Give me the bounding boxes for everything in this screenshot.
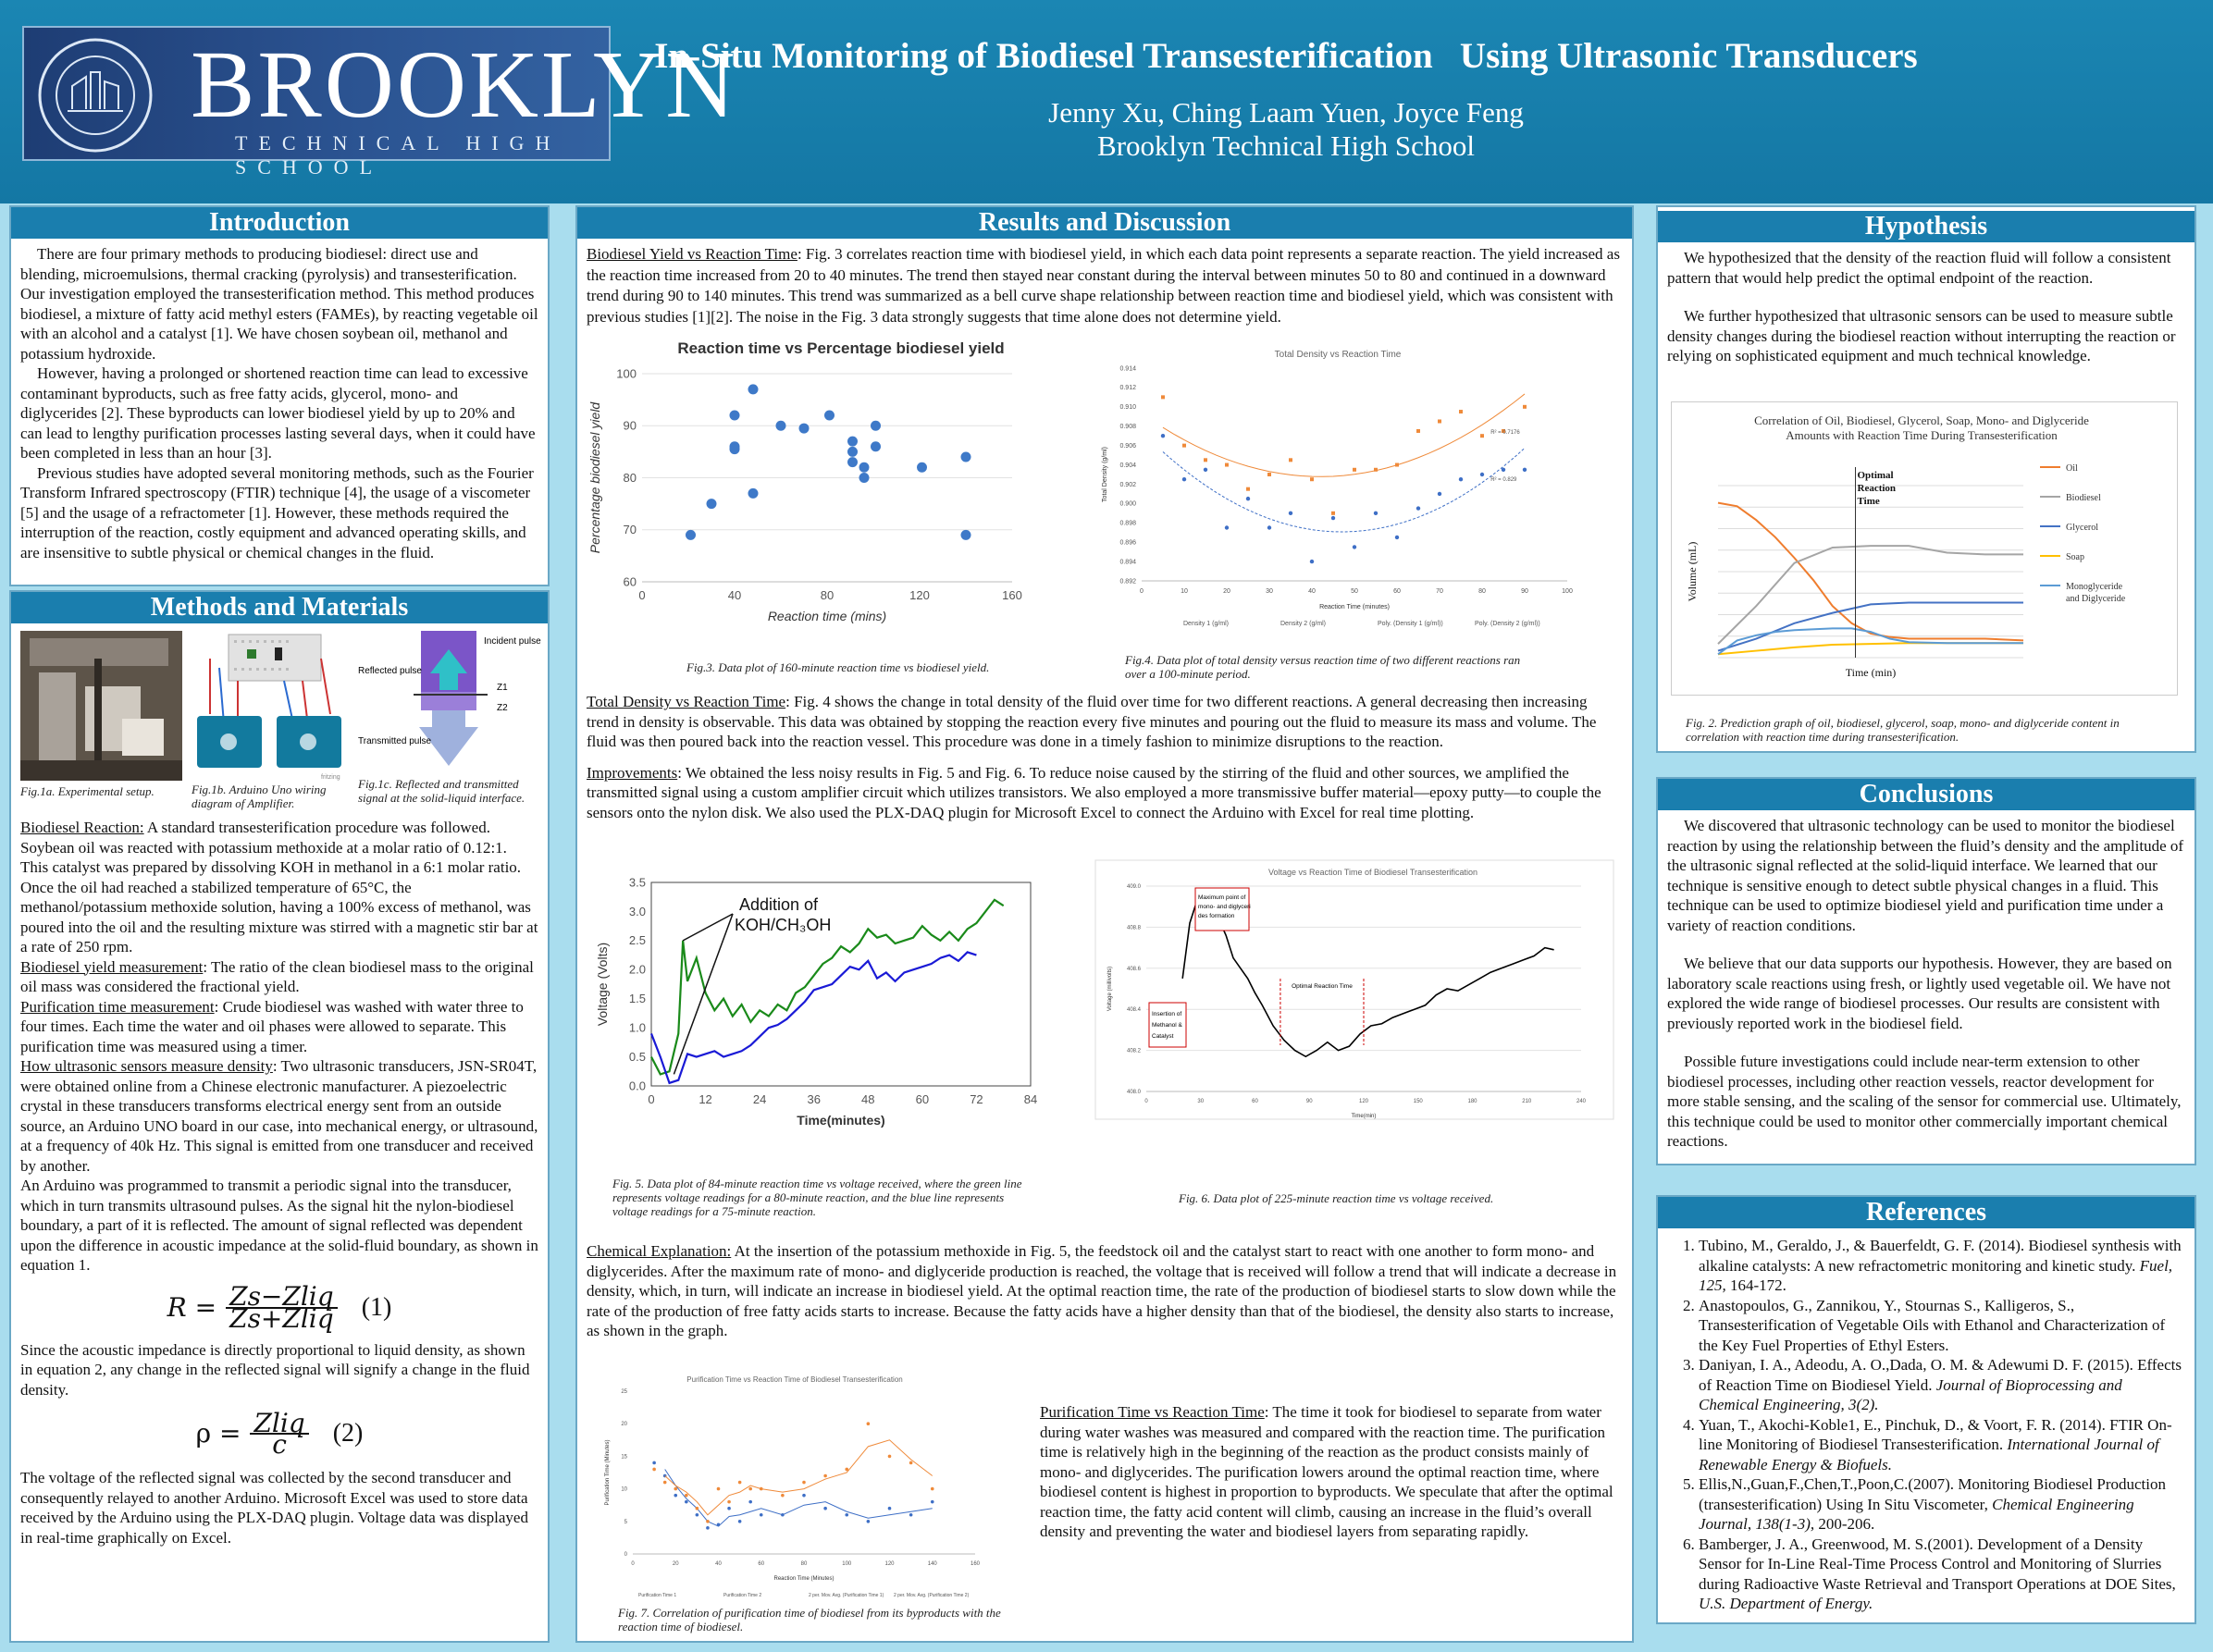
x-axis-label: Reaction time (mins) — [767, 609, 887, 623]
references-list — [1658, 1228, 2194, 1618]
fig7-caption: Fig. 7. Correlation of purification time of biodiesel from its byproducts with the reaction time of biodiesel. — [618, 1606, 1001, 1634]
data-point — [738, 1520, 742, 1523]
data-point — [706, 1526, 710, 1530]
methods-yield-paragraph: Biodiesel yield measurement: The ratio of the clean biodiesel mass to the original oil mass was considered the fractional yield. — [20, 957, 534, 995]
data-point — [859, 462, 870, 473]
y-tick-label: 408.0 — [1126, 1090, 1141, 1095]
intro-paragraph-3: Previous studies have adopted several monitoring methods, such as the Fourier Transform Infrared spectroscopy (FTIR) technique [4], the usage of a viscometer [5] and the usage of a refractometer [1]. However, these methods required the interruption of the reaction, costly equipment and advanced operating skills, and are insensitive to subtle physical or chemical changes in the fluid. — [20, 463, 534, 561]
x-axis-label: Reaction Time (minutes) — [1319, 604, 1390, 610]
reference-item: 4. Yuan, T., Akochi-Koble1, E., Pinchuk, D., & Voort, F. R. (2014). FTIR On-line Monitoring of Biodiesel Transesterification. International Journal of Renewable Energy & Biofuels. — [1699, 1415, 2185, 1475]
data-point — [931, 1500, 934, 1504]
data-point — [748, 1500, 752, 1504]
fig3-caption: Fig.3. Data plot of 160-minute reaction time vs biodiesel yield. — [686, 660, 990, 674]
data-point — [1331, 512, 1335, 515]
annotation-label: KOH/CH₃OH — [735, 916, 832, 934]
reference-item: 6. Bamberger, J. A., Greenwood, M. S.(2001). Development of a Density Sensor for In-Line Real-Time Process Control and Monitoring of Slurries during Radioactive Waste Retrieval and Transport Operations at DOE Sites, U.S. Department of Energy. — [1699, 1535, 2185, 1614]
data-point — [776, 421, 786, 431]
fig7-purification-chart — [596, 1369, 994, 1609]
y-tick-label: 90 — [623, 418, 637, 433]
data-point — [1523, 405, 1527, 409]
x-tick-label: 30 — [1266, 588, 1273, 595]
results-panel — [575, 205, 1634, 1643]
data-point — [760, 1513, 763, 1517]
results-density-paragraph: Total Density vs Reaction Time: Fig. 4 shows the change in total density of the fluid over time for two different reactions. A general decreasing then increasing trend in density is observable. This data was obtained by stopping the reaction every five minutes and pouring out the fluid to measure its mass and volume. The fluid was then poured back into the reaction vessel. This procedure was done in a timely fashion to minimize disruptions to the reaction. — [587, 693, 1597, 750]
legend-entry: Glycerol — [2066, 523, 2098, 533]
fig1a-caption: Fig.1a. Experimental setup. — [20, 784, 155, 798]
hypothesis-paragraph-1: We hypothesized that the density of the reaction fluid will follow a consistent pattern that would help predict the optimal endpoint of the reaction. — [1667, 249, 2171, 287]
data-point — [867, 1422, 871, 1425]
fig3-yield-scatter-chart — [587, 329, 1160, 644]
chart-title: Amounts with Reaction Time During Transesterification — [1786, 428, 2058, 442]
y-axis-label: Voltage (millivolts) — [1107, 966, 1113, 1012]
methods-impedance-paragraph: Since the acoustic impedance is directly proportional to liquid density, as shown in equation 2, any change in the reflected signal will signify a change in the fluid density. — [20, 1340, 530, 1399]
data-point — [799, 424, 810, 434]
fig4-caption: Fig.4. Data plot of total density versus reaction time of two different reactions ran over a 100-minute period. — [1125, 653, 1521, 681]
results-yield-paragraph: Biodiesel Yield vs Reaction Time: Fig. 3 correlates reaction time with biodiesel yield, in which each data point represents a separate reaction. The yield increased as the reaction time increased from 20 to 40 minutes. The trend then stayed near constant during the interval between minutes 50 to 80 and continued in a downward trend during 90 to 140 minutes. This trend was summarized as a bell curve shape relationship between reaction time and biodiesel yield, which was consistent with previous studies [1][2]. The noise in the Fig. 3 data strongly suggests that time alone does not determine yield. — [587, 245, 1620, 326]
data-point — [845, 1513, 848, 1517]
y-tick-label: 0.898 — [1119, 520, 1136, 527]
data-point — [1310, 477, 1314, 481]
fig1c-caption: Fig.1c. Reflected and transmitted signal at the solid-liquid interface. — [358, 777, 525, 805]
legend-entry: 2 per. Mov. Avg. (Purification Time 1) — [809, 1593, 884, 1598]
annotation-label: Methanol & — [1152, 1022, 1182, 1029]
data-point — [859, 473, 870, 483]
seal-icon — [35, 35, 155, 155]
annotation-label: Optimal Reaction Time — [1292, 983, 1353, 990]
data-point — [1182, 444, 1186, 448]
x-tick-label: 0 — [1144, 1099, 1148, 1104]
poster-school: Brooklyn Technical High School — [1097, 129, 1475, 162]
data-point — [1353, 545, 1356, 549]
legend-entry: Biodiesel — [2066, 493, 2101, 503]
y-tick-label: 3.5 — [628, 875, 646, 890]
legend-entry: Poly. (Density 2 (g/ml)) — [1475, 621, 1540, 627]
x-tick-label: 0 — [638, 588, 646, 602]
y-axis-label: Total Density (g/ml) — [1102, 447, 1108, 502]
data-point — [867, 1520, 871, 1523]
data-point — [871, 441, 881, 451]
data-point — [802, 1481, 806, 1485]
conclusions-panel — [1656, 777, 2196, 1165]
fritzing-label: fritzing — [321, 774, 340, 781]
x-tick-label: 0 — [1140, 588, 1144, 595]
chart-title: Correlation of Oil, Biodiesel, Glycerol, Soap, Mono- and Diglyceride — [1754, 413, 2089, 427]
chart-title: Voltage vs Reaction Time of Biodiesel Transesterification — [1267, 868, 1478, 877]
hypothesis-paragraph-2: We further hypothesized that ultrasonic sensors can be used to measure subtle density changes during the biodiesel reaction without interrupting the reaction or relying on sophisticated equipment and much technical knowledge. — [1667, 307, 2176, 364]
data-point — [685, 1500, 688, 1504]
data-point — [1459, 410, 1463, 413]
y-tick-label: 0.912 — [1119, 385, 1136, 392]
legend-entry: Purification Time 1 — [638, 1593, 677, 1598]
x-tick-label: 50 — [1351, 588, 1358, 595]
x-tick-label: 72 — [970, 1092, 983, 1106]
school-logo — [22, 26, 738, 179]
y-tick-label: 408.8 — [1126, 925, 1141, 931]
z2-label: Z2 — [497, 703, 508, 713]
data-point — [917, 462, 927, 473]
data-point — [748, 1487, 752, 1491]
data-point — [1289, 458, 1292, 462]
methods-panel — [9, 590, 550, 1643]
data-point — [1438, 492, 1441, 496]
x-tick-label: 80 — [1478, 588, 1486, 595]
legend-entry: and Diglyceride — [2066, 594, 2126, 604]
x-axis-label: Time(minutes) — [797, 1113, 885, 1128]
reference-item: 2. Anastopoulos, G., Zannikou, Y., Stournas S., Kalligeros, S., Transesterification of Vegetable Oils with Ethanol and Characterization of the Key Fuel Properties of Ethyl Esters. — [1699, 1296, 2185, 1356]
y-axis-label: Voltage (Volts) — [595, 942, 610, 1027]
legend-entry: Oil — [2066, 463, 2078, 474]
logo-wordmark: BROOKLYN — [191, 31, 738, 138]
y-tick-label: 70 — [623, 523, 637, 537]
methods-reaction-paragraph: Biodiesel Reaction: A standard transesterification procedure was followed. Soybean oil was reacted with potassium methoxide at a molar ratio of 0.12:1. This catalyst was prepared by dissolving KOH in methanol in a 6:1 molar ratio. Once the oil had reached a stabilized temperature of 65°C, the methanol/potassium methoxide solution, having a 100% excess of methanol, was poured into the oil and the resulting mixture was stirred with a magnetic stir bar at a rate of 250 rpm. — [20, 819, 538, 955]
data-point — [888, 1455, 892, 1459]
y-tick-label: 408.2 — [1126, 1048, 1141, 1054]
reference-item: 5. Ellis,N.,Guan,F.,Chen,T.,Poon,C.(2007). Monitoring Biodiesel Production (transesterification) Using In Situ Viscometer, Chemical Engineering Journal, 138(1-3), 200-206. — [1699, 1474, 2185, 1535]
hypothesis-heading: Hypothesis — [1658, 211, 2194, 242]
legend-entry: Poly. (Density 1 (g/ml)) — [1378, 621, 1443, 627]
y-tick-label: 15 — [621, 1454, 627, 1461]
chart-title: Purification Time vs Reaction Time of Biodiesel Transesterification — [686, 1375, 903, 1384]
data-point — [686, 530, 696, 540]
y-tick-label: 3.0 — [628, 904, 646, 918]
data-point — [1459, 477, 1463, 481]
fig5-voltage-chart — [587, 855, 1068, 1128]
y-tick-label: 2.5 — [628, 933, 646, 948]
data-point — [1161, 434, 1165, 438]
x-tick-label: 40 — [715, 1561, 722, 1567]
reference-item: 3. Daniyan, I. A., Adeodu, A. O.,Dada, O. M. & Adewumi D. F. (2015). Effects of Reaction Time on Biodiesel Yield. Journal of Bioprocessing and Chemical Engineering, 3(2). — [1699, 1355, 2185, 1415]
x-tick-label: 80 — [820, 588, 835, 602]
legend-entry: Monoglyceride — [2066, 582, 2123, 592]
x-tick-label: 160 — [970, 1561, 981, 1567]
x-tick-label: 60 — [1393, 588, 1401, 595]
y-tick-label: 25 — [621, 1389, 627, 1395]
methods-heading: Methods and Materials — [11, 592, 548, 623]
data-point — [931, 1487, 934, 1491]
fig2-caption: Fig. 2. Prediction graph of oil, biodiesel, glycerol, soap, mono- and diglyceride content in correlation with reaction time during transesterification. — [1686, 716, 2120, 744]
data-point — [1374, 512, 1378, 515]
poster-authors: Jenny Xu, Ching Laam Yuen, Joyce Feng — [1048, 96, 1524, 129]
x-tick-label: 100 — [842, 1561, 852, 1567]
y-tick-label: 20 — [621, 1422, 627, 1428]
legend-entry: 2 per. Mov. Avg. (Purification Time 2) — [894, 1593, 970, 1598]
x-tick-label: 60 — [1252, 1099, 1258, 1104]
conclusions-paragraph-3: Possible future investigations could include near-term extension to other biodiesel processes, including other reaction vessels, reactor development for more stable sensing, and the scaling of the sensor for commercial use. Ultimately, this technique could be used to monitor other commercially important chemical reactions. — [1667, 1053, 2182, 1150]
data-point — [1182, 477, 1186, 481]
y-tick-label: 0.900 — [1119, 500, 1136, 508]
y-tick-label: 80 — [623, 470, 637, 485]
annotation-label: Insertion of — [1152, 1011, 1182, 1017]
x-tick-label: 40 — [727, 588, 742, 602]
methods-arduino-paragraph: An Arduino was programmed to transmit a periodic signal into the transducer, which in turn transmits ultrasound pulses. As the signal hit the nylon-biodiesel boundary, a part of it is reflected. The amount of signal reflected was dependent upon the difference in acoustic impedance at the solid-fluid boundary, as shown in equation 1. — [20, 1177, 538, 1274]
data-point — [1204, 458, 1207, 462]
legend-entry: Density 1 (g/ml) — [1183, 621, 1230, 627]
data-point — [674, 1487, 677, 1491]
fig4-density-chart — [1095, 344, 1609, 659]
data-point — [707, 499, 717, 509]
fig6-caption: Fig. 6. Data plot of 225-minute reaction time vs voltage received. — [1179, 1191, 1494, 1205]
data-point — [909, 1461, 913, 1465]
conclusions-paragraph-2: We believe that our data supports our hypothesis. However, they are based on laboratory scale reactions using fresh, or lightly used vegetable oil. We have not explored the wide range of biodiesel processes. Our results are consistent with previously reported work in the biodiesel field. — [1667, 955, 2172, 1032]
r2-annotation: R² = 0.829 — [1490, 477, 1517, 484]
x-tick-label: 240 — [1576, 1099, 1587, 1104]
x-tick-label: 60 — [915, 1092, 930, 1106]
moving-average-line — [665, 1469, 933, 1526]
conclusions-heading: Conclusions — [1658, 779, 2194, 810]
x-tick-label: 120 — [909, 588, 930, 602]
annotation-arrow — [674, 914, 733, 1074]
data-point — [727, 1507, 731, 1510]
y-tick-label: 0.914 — [1119, 365, 1136, 373]
data-point — [706, 1520, 710, 1523]
x-tick-label: 160 — [1002, 588, 1022, 602]
x-tick-label: 70 — [1436, 588, 1443, 595]
data-point — [781, 1494, 785, 1498]
data-point — [1438, 420, 1441, 424]
results-chemical-paragraph: Chemical Explanation: At the insertion of the potassium methoxide in Fig. 5, the feedstock oil and the catalyst start to react with one another to form mono- and diglycerides. After the maximum rate of mono- and diglyceride production is reached, the voltage that is received will follow a trend that will indicate a decrease in density, which, in turn, will indicate an increase in biodiesel yield. At the optimal reaction time, the rate of the production of biodiesel starts to slow down while the rate of the production of free fatty acids starts to increase. Because the fatty acids have a higher density than that of the biodiesel, the density also starts to increase, as shown in the graph. — [587, 1242, 1617, 1339]
x-axis-label: Reaction Time (Minutes) — [773, 1576, 835, 1582]
hypothesis-panel — [1656, 205, 2196, 753]
y-axis-label: Volume (mL) — [1686, 541, 1699, 602]
data-point — [1246, 487, 1250, 491]
data-point — [961, 452, 971, 462]
x-tick-label: 180 — [1467, 1099, 1477, 1104]
data-point — [1267, 473, 1271, 476]
reference-item: 1. Tubino, M., Geraldo, J., & Bauerfeldt, G. F. (2014). Biodiesel synthesis with alkaline catalysts: A new refractometric monitoring and kinetic study. Fuel, 125, 164-172. — [1699, 1236, 2185, 1296]
y-tick-label: 408.6 — [1126, 966, 1141, 972]
x-tick-label: 40 — [1308, 588, 1316, 595]
data-point — [1331, 516, 1335, 520]
r2-annotation: R² = 0.7176 — [1490, 430, 1520, 437]
x-tick-label: 120 — [884, 1561, 895, 1567]
y-tick-label: 0.0 — [628, 1079, 646, 1093]
legend-entry: Soap — [2066, 552, 2084, 562]
poster-header — [0, 0, 2213, 203]
z1-label: Z1 — [497, 683, 508, 693]
x-tick-label: 90 — [1305, 1099, 1313, 1104]
data-point — [824, 411, 835, 421]
y-axis-label: Purification Time (Minutes) — [605, 1439, 611, 1506]
data-point — [1416, 429, 1420, 433]
y-axis-label: Percentage biodiesel yield — [587, 401, 602, 554]
data-point — [823, 1474, 827, 1478]
data-point — [1480, 434, 1484, 438]
data-point — [1480, 473, 1484, 476]
data-point — [1246, 497, 1250, 500]
data-point — [748, 384, 759, 394]
data-point — [847, 457, 858, 467]
y-tick-label: 0.906 — [1119, 442, 1136, 450]
intro-paragraph-2: However, having a prolonged or shortened reaction time can lead to excessive contaminant byproducts, such as free fatty acids, glycerol, mono- and diglycerides [2]. These byproducts can lower biodiesel yield by up to 20% and can lead to lengthy purification processes lasting several days, when it could have been completed in less than an hour [3]. — [20, 364, 536, 462]
references-heading: References — [1658, 1197, 2194, 1228]
reflected-pulse-label: Reflected pulse — [358, 666, 422, 676]
conclusions-paragraph-1: We discovered that ultrasonic technology can be used to monitor the biodiesel reaction by using the relationship between the fluid’s density and the amplitude of the ultrasonic signal reflected at the solid-liquid interface. We learned that our technique is sensitive enough to detect subtle physical changes in a fluid. This technique can be used to optimize biodiesel yield and purification time under a variety of reaction conditions. — [1667, 817, 2184, 934]
data-point — [1502, 468, 1505, 472]
methods-purification-paragraph: Purification time measurement: Crude biodiesel was washed with water three to four times. Each time the water and oil phases were allowed to separate. This purification time was measured using a timer. — [20, 997, 524, 1055]
trendline — [1163, 394, 1525, 476]
annotation-label: Optimal — [1857, 470, 1894, 481]
x-tick-label: 36 — [807, 1092, 821, 1106]
data-point — [663, 1481, 667, 1485]
references-panel — [1656, 1195, 2196, 1624]
equation-2: ρ = Zliq c (2) — [195, 1407, 364, 1460]
experimental-setup-photo — [20, 631, 182, 781]
y-tick-label: 0.902 — [1119, 481, 1136, 488]
x-tick-label: 140 — [927, 1561, 937, 1567]
data-point — [674, 1494, 677, 1498]
fig5-caption: Fig. 5. Data plot of 84-minute reaction time vs voltage received, where the green line represents voltage readings for a 80-minute reaction, and the blue line represents voltage readings for a 75-minute reaction. — [612, 1177, 1022, 1218]
transmitted-pulse-label: Transmitted pulse — [358, 736, 432, 746]
x-tick-label: 100 — [1562, 588, 1573, 595]
data-point — [1204, 468, 1207, 472]
y-tick-label: 0.896 — [1119, 539, 1136, 547]
data-point — [1395, 536, 1399, 539]
x-tick-label: 120 — [1358, 1099, 1369, 1104]
data-point — [685, 1494, 688, 1498]
y-tick-label: 5 — [624, 1519, 627, 1525]
annotation-label: Reaction — [1857, 483, 1897, 494]
data-point — [1523, 468, 1527, 472]
data-point — [717, 1487, 721, 1491]
x-tick-label: 10 — [1181, 588, 1188, 595]
data-point — [847, 437, 858, 447]
data-point — [1310, 560, 1314, 563]
data-point — [730, 444, 740, 454]
y-tick-label: 409.0 — [1126, 884, 1141, 890]
fig1b-caption: Fig.1b. Arduino Uno wiring diagram of Amplifier. — [192, 783, 327, 810]
plot-frame — [651, 882, 1031, 1086]
x-tick-label: 210 — [1522, 1099, 1532, 1104]
data-point — [696, 1513, 699, 1517]
methods-voltage-paragraph: The voltage of the reflected signal was collected by the second transducer and consequently relayed to another Arduino. Microsoft Excel was used to store data received by the Arduino using the PLX-DAQ plugin. Voltage data was displayed in real-time graphically on Excel. — [20, 1469, 528, 1547]
fig6-voltage-chart — [1095, 860, 1613, 1119]
y-tick-label: 100 — [616, 366, 637, 381]
data-point — [1416, 506, 1420, 510]
annotation-arrow — [683, 914, 733, 941]
data-point — [823, 1507, 827, 1510]
series-line — [1718, 546, 2023, 644]
legend-entry: Purification Time 2 — [723, 1593, 762, 1598]
incident-pulse-label: Incident pulse — [484, 636, 541, 647]
x-tick-label: 20 — [672, 1561, 679, 1567]
y-tick-label: 2.0 — [628, 962, 646, 977]
data-point — [1225, 463, 1229, 467]
x-tick-label: 30 — [1197, 1099, 1205, 1104]
data-point — [888, 1507, 892, 1510]
annotation-label: Maximum point of — [1198, 894, 1246, 901]
results-heading: Results and Discussion — [577, 207, 1632, 239]
y-tick-label: 1.5 — [628, 992, 646, 1006]
y-tick-label: 0.910 — [1119, 404, 1136, 412]
chart-title: Reaction time vs Percentage biodiesel yield — [677, 339, 1005, 357]
data-point — [727, 1500, 731, 1504]
x-tick-label: 12 — [699, 1092, 712, 1106]
x-tick-label: 60 — [758, 1561, 765, 1567]
data-point — [847, 447, 858, 457]
x-tick-label: 84 — [1023, 1092, 1038, 1106]
moving-average-line — [665, 1440, 933, 1515]
x-axis-label: Time (min) — [1845, 666, 1897, 679]
annotation-label: des formation — [1198, 913, 1235, 919]
fig2-prediction-chart — [1671, 401, 2178, 696]
x-tick-label: 24 — [752, 1092, 767, 1106]
methods-sensor-paragraph: How ultrasonic sensors measure density: Two ultrasonic transducers, JSN-SR04T, were obtained online from a Chinese electronic manufacturer. A piezoelectric crystal in these transducers transforms electrical energy sent from an outside source, an Arduino UNO board in our case, into mechanical energy, or ultrasound, at a frequency of 40k Hz. This signal is emitted from one transducer and received by another. — [20, 1057, 538, 1175]
equation-1: R = Zs−Zliq Zs+Zliq (1) — [167, 1281, 392, 1334]
arduino-wiring-diagram — [192, 631, 349, 781]
intro-paragraph-1: There are four primary methods to producing biodiesel: direct use and blending, microemulsions, thermal cracking (pyrolysis) and transesterification. Our investigation employed the transesterification method. This method produces biodiesel, a mixture of fatty acid methyl esters (FAMEs), by reacting vegetable oil with an alcohol and a catalyst [1]. We have chosen soybean oil, methanol and potassium hydroxide. — [20, 245, 538, 363]
data-point — [1225, 525, 1229, 529]
data-point — [730, 411, 740, 421]
data-point — [696, 1507, 699, 1510]
x-tick-label: 80 — [800, 1561, 808, 1567]
y-tick-label: 10 — [621, 1486, 627, 1493]
annotation-label: Time — [1857, 496, 1880, 507]
poster-title: In-Situ Monitoring of Biodiesel Transesterification Using Ultrasonic Transducers — [654, 36, 1918, 76]
logo-subtitle: TECHNICAL HIGH SCHOOL — [235, 131, 562, 179]
data-point — [871, 421, 881, 431]
y-tick-label: 0 — [624, 1552, 627, 1558]
annotation-label: Addition of — [739, 895, 819, 914]
y-tick-label: 0.894 — [1119, 559, 1136, 566]
series-line — [1718, 643, 2023, 654]
data-point — [1267, 525, 1271, 529]
data-point — [961, 530, 971, 540]
y-tick-label: 0.904 — [1119, 462, 1136, 469]
data-point — [1289, 512, 1292, 515]
x-tick-label: 150 — [1413, 1099, 1423, 1104]
x-axis-label: Time(min) — [1351, 1114, 1377, 1119]
introduction-panel — [9, 205, 550, 586]
y-tick-label: 0.908 — [1119, 424, 1136, 431]
data-point — [652, 1461, 656, 1465]
results-purification-paragraph: Purification Time vs Reaction Time: The time it took for biodiesel to separate from water during water washes was measured and compared with the reaction time. The purification time is relatively high in the beginning of the reaction as the product consists mainly of mono- and diglycerides. The purification lowers around the optimal reaction time, where biodiesel content is highest in proportion to byproducts. We speculate that after the optimal reaction time, the fatty acid content will climb, causing an increase in the fluid’s overall density and preventing the water and biodiesel layers from separating rapidly. — [1040, 1403, 1613, 1540]
methods-figures — [11, 623, 548, 818]
data-point — [1353, 468, 1356, 472]
x-tick-label: 0 — [648, 1092, 655, 1106]
annotation-label: Catalyst — [1152, 1033, 1174, 1040]
results-improvements-paragraph: Improvements: We obtained the less noisy results in Fig. 5 and Fig. 6. To reduce noise caused by the stirring of the fluid and other sources, we amplified the transmitted signal using a custom amplifier circuit which utilizes transistors. We also employed a more transmissive buffer material—epoxy putty—to couple the sensors onto the nylon disk. We also used the PLX-DAQ plugin for Microsoft Excel to connect the Arduino with Excel for real time plotting. — [587, 763, 1601, 821]
data-point — [802, 1494, 806, 1498]
data-point — [748, 488, 759, 499]
y-tick-label: 408.4 — [1126, 1007, 1141, 1014]
annotation-label: mono- and diglyceri — [1198, 904, 1251, 910]
trendline — [1163, 448, 1525, 532]
introduction-heading: Introduction — [11, 207, 548, 239]
data-point — [738, 1481, 742, 1485]
y-tick-label: 0.892 — [1119, 578, 1136, 586]
data-point — [909, 1513, 913, 1517]
legend-entry: Density 2 (g/ml) — [1280, 621, 1327, 627]
y-tick-label: 1.0 — [628, 1020, 646, 1035]
data-point — [1161, 395, 1165, 399]
x-tick-label: 20 — [1223, 588, 1230, 595]
y-tick-label: 60 — [623, 574, 637, 589]
x-tick-label: 0 — [631, 1561, 635, 1567]
x-tick-label: 48 — [861, 1092, 875, 1106]
chart-title: Total Density vs Reaction Time — [1274, 350, 1402, 360]
pulse-diagram — [358, 627, 543, 777]
y-tick-label: 0.5 — [628, 1049, 646, 1064]
chart-background — [1095, 860, 1613, 1119]
x-tick-label: 90 — [1521, 588, 1528, 595]
data-point — [652, 1468, 656, 1472]
